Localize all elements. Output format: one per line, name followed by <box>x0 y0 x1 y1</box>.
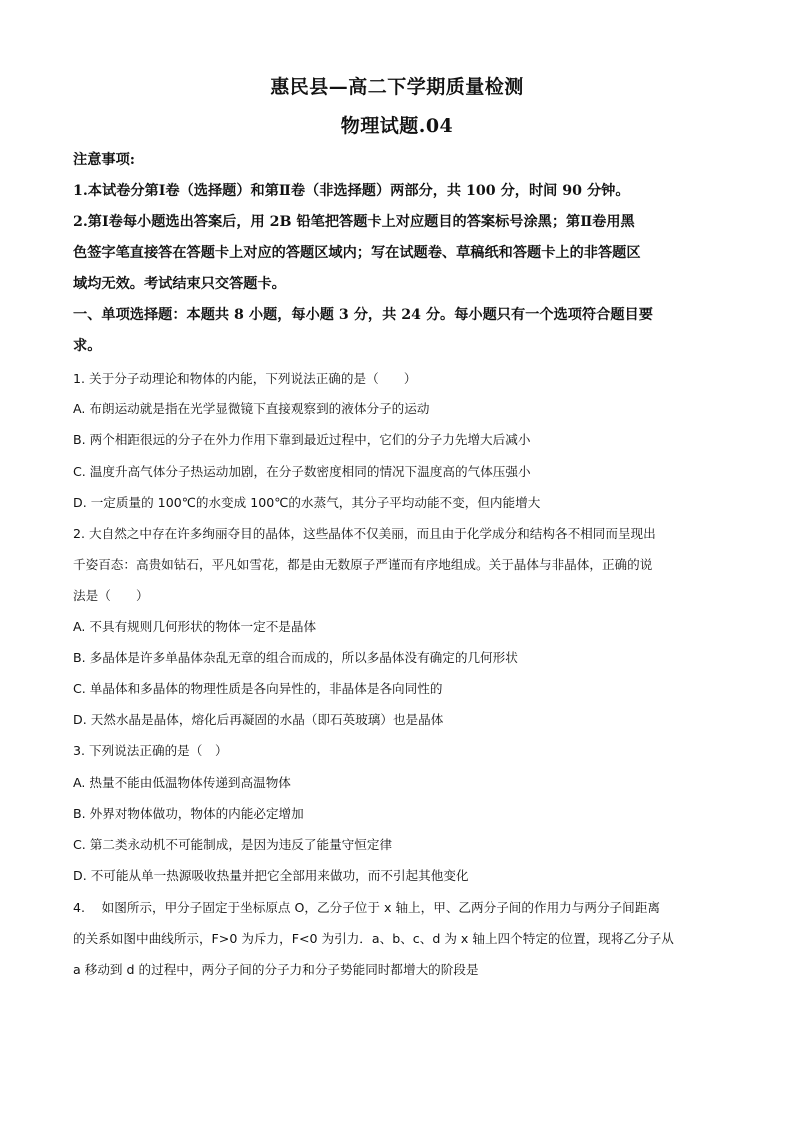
notice-heading: 注意事项: <box>73 152 135 168</box>
question-3-option-b: B. 外界对物体做功，物体的内能必定增加 <box>73 806 304 821</box>
question-1-option-a: A. 布朗运动就是指在光学显微镜下直接观察到的液体分子的运动 <box>73 401 430 416</box>
question-4-stem-line-3: a 移动到 d 的过程中，两分子间的分子力和分子势能同时都增大的阶段是 <box>73 962 479 977</box>
question-3-option-d: D. 不可能从单一热源吸收热量并把它全部用来做功，而不引起其他变化 <box>73 868 469 883</box>
question-1-option-b: B. 两个相距很远的分子在外力作用下靠到最近过程中，它们的分子力先增大后减小 <box>73 432 531 447</box>
question-1-option-c: C. 温度升高气体分子热运动加剧，在分子数密度相同的情况下温度高的气体压强小 <box>73 464 531 479</box>
question-2-stem-line-2: 千姿百态：高贵如钻石，平凡如雪花，都是由无数原子严谨而有序地组成。关于晶体与非晶体，正确的说 <box>73 557 653 572</box>
question-2-option-c: C. 单晶体和多晶体的物理性质是各向异性的，非晶体是各向同性的 <box>73 681 443 696</box>
question-2-stem-line-3: 法是（ ） <box>73 588 149 603</box>
question-3-option-c: C. 第二类永动机不可能制成，是因为违反了能量守恒定律 <box>73 837 393 852</box>
question-2-option-b: B. 多晶体是许多单晶体杂乱无章的组合而成的，所以多晶体没有确定的几何形状 <box>73 650 518 665</box>
exam-subtitle: 物理试题.04 <box>340 115 454 137</box>
notice-item-2-line-1: 2.第Ⅰ卷每小题选出答案后，用 2B 铅笔把答题卡上对应题目的答案标号涂黑；第Ⅱ卷用黑 <box>73 214 635 230</box>
section-1-heading-line-1: 一、单项选择题：本题共 8 小题，每小题 3 分，共 24 分。每小题只有一个选项符合题目要 <box>73 307 653 323</box>
question-4-stem-line-2: 的关系如图中曲线所示，F>0 为斥力，F<0 为引力．a、b、c、d 为 x 轴上四个特定的位置，现将乙分子从 <box>73 931 674 946</box>
question-3-option-a: A. 热量不能由低温物体传递到高温物体 <box>73 775 291 790</box>
notice-item-1: 1.本试卷分第Ⅰ卷（选择题）和第Ⅱ卷（非选择题）两部分，共 100 分，时间 90 分钟。 <box>73 183 630 199</box>
question-3-stem: 3. 下列说法正确的是（ ） <box>73 743 228 758</box>
exam-title: 惠民县—高二下学期质量检测 <box>270 76 524 98</box>
section-1-heading-line-2: 求。 <box>73 338 102 354</box>
question-2-option-a: A. 不具有规则几何形状的物体一定不是晶体 <box>73 619 317 634</box>
question-1-stem: 1. 关于分子动理论和物体的内能，下列说法正确的是（ ） <box>73 371 417 386</box>
notice-item-2-line-2: 色签字笔直接答在答题卡上对应的答题区域内；写在试题卷、草稿纸和答题卡上的非答题区 <box>73 245 641 261</box>
question-2-option-d: D. 天然水晶是晶体，熔化后再凝固的水晶（即石英玻璃）也是晶体 <box>73 712 444 727</box>
question-4-stem-line-1: 4. 如图所示，甲分子固定于坐标原点 O，乙分子位于 x 轴上，甲、乙两分子间的作用力与两分子间距离 <box>73 900 660 915</box>
question-2-stem-line-1: 2. 大自然之中存在许多绚丽夺目的晶体，这些晶体不仅美丽，而且由于化学成分和结构各不相同而呈现出 <box>73 526 656 541</box>
notice-item-2-line-3: 域均无效。考试结束只交答题卡。 <box>73 276 286 292</box>
question-1-option-d: D. 一定质量的 100℃的水变成 100℃的水蒸气，其分子平均动能不变，但内能增大 <box>73 495 541 510</box>
